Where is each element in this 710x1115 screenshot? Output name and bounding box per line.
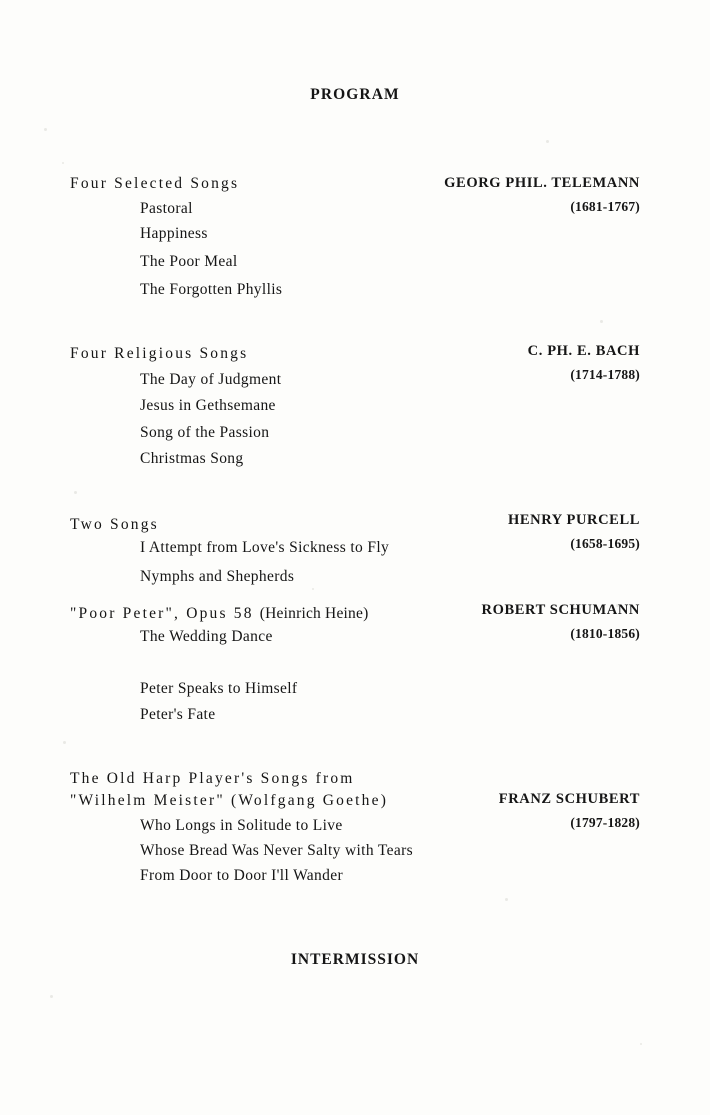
movement-item: Nymphs and Shepherds	[140, 568, 295, 585]
page-title: PROGRAM	[310, 86, 400, 103]
composer-name: C. PH. E. BACH	[527, 343, 640, 359]
composer-dates: (1714-1788)	[570, 367, 640, 382]
work-title-text: "Poor Peter", Opus 58	[70, 605, 254, 622]
paper-speck	[63, 741, 66, 744]
work-title2-suffix: (Wolfgang Goethe)	[230, 792, 389, 809]
movement-item: Peter's Fate	[140, 706, 216, 723]
composer-name: HENRY PURCELL	[507, 512, 640, 528]
paper-speck	[546, 140, 549, 143]
movement-item: Peter Speaks to Himself	[140, 680, 298, 697]
work-title-suffix: (Heinrich Heine)	[259, 605, 369, 622]
work-title	[70, 770, 355, 788]
movement-item: Song of the Passion	[140, 424, 270, 441]
movement-item: The Poor Meal	[140, 253, 238, 270]
paper-speck	[312, 588, 314, 590]
paper-speck	[44, 128, 47, 131]
work-title2-text: "Wilhelm Meister"	[70, 792, 225, 809]
movement-item: Happiness	[140, 225, 208, 242]
movement-item: I Attempt from Love's Sickness to Fly	[140, 539, 390, 556]
composer-dates: (1797-1828)	[570, 815, 640, 830]
composer-name: ROBERT SCHUMANN	[481, 602, 640, 618]
composer-name: GEORG PHIL. TELEMANN	[444, 175, 640, 191]
movement-item: The Forgotten Phyllis	[140, 281, 283, 298]
intermission-label: INTERMISSION	[290, 951, 420, 968]
paper-speck	[600, 320, 603, 323]
movement-item: Whose Bread Was Never Salty with Tears	[140, 842, 413, 859]
movement-item: Who Longs in Solitude to Live	[140, 817, 343, 834]
paper-speck	[50, 995, 53, 998]
composer-dates: (1810-1856)	[570, 626, 640, 641]
composer-dates: (1681-1767)	[570, 199, 640, 214]
work-title	[70, 175, 239, 193]
work-title	[70, 345, 248, 363]
work-title-text: Four Religious Songs	[70, 345, 249, 362]
paper-speck	[640, 1043, 642, 1045]
movement-item: The Day of Judgment	[140, 371, 282, 388]
work-title-text: Four Selected Songs	[70, 175, 240, 192]
composer-dates: (1658-1695)	[570, 536, 640, 551]
work-title-line2	[70, 792, 388, 810]
movement-item: The Wedding Dance	[140, 628, 273, 645]
movement-item: Jesus in Gethsemane	[140, 397, 276, 414]
paper-speck	[62, 162, 64, 164]
composer-name: FRANZ SCHUBERT	[498, 791, 640, 807]
movement-item: From Door to Door I'll Wander	[140, 867, 343, 884]
work-title	[70, 516, 159, 534]
work-title-text: Two Songs	[70, 516, 159, 533]
work-title	[70, 605, 368, 623]
work-title-text: The Old Harp Player's Songs from	[70, 770, 355, 787]
paper-speck	[74, 491, 77, 494]
movement-item: Christmas Song	[140, 450, 244, 467]
paper-speck	[505, 898, 508, 901]
movement-item: Pastoral	[140, 200, 193, 217]
